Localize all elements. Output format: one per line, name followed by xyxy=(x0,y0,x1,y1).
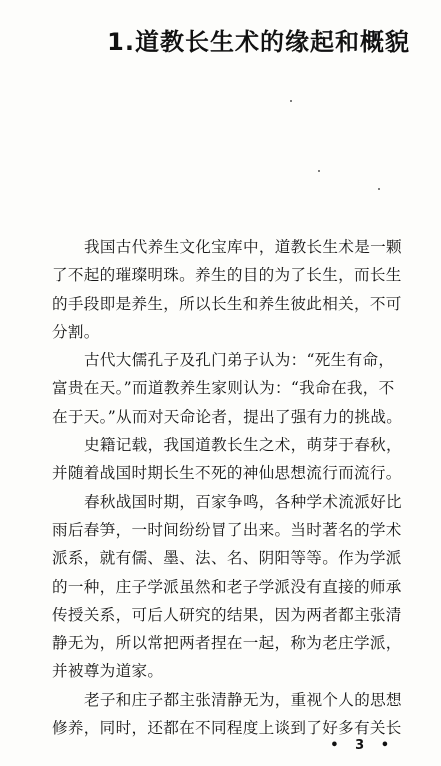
text-line: 古代大儒孔子及孔门弟子认为：“死生有命， xyxy=(84,351,395,370)
paragraph-4 xyxy=(52,488,412,686)
text-line: 静无为，所以常把两者捏在一起，称为老庄学派， xyxy=(52,634,402,653)
text-line: 老子和庄子都主张清静无为，重视个人的思想 xyxy=(84,690,402,709)
text-line: 传授关系，可后人研究的结果，因为两者都主张清 xyxy=(52,605,402,624)
text-line: 并被尊为道家。 xyxy=(52,662,164,681)
text-line: 春秋战国时期，百家争鸣，各种学术流派好比 xyxy=(84,492,402,511)
text-line: 的一种，庄子学派虽然和老子学派没有直接的师承 xyxy=(52,577,402,596)
paragraph-1 xyxy=(52,233,412,346)
paragraph-3 xyxy=(52,431,412,488)
chapter-title: 1.道教长生术的缘起和概貌 xyxy=(107,28,410,56)
text-line: 在于天。”从而对天命论者，提出了强有力的挑战。 xyxy=(52,407,403,426)
text-line: 派系，就有儒、墨、法、名、阴阳等等。作为学派 xyxy=(52,549,402,568)
paragraph-5 xyxy=(52,686,412,743)
text-line: 我国古代养生文化宝库中，道教长生术是一颗 xyxy=(84,238,402,256)
page-number: • 3 • xyxy=(330,738,395,753)
text-line: 富贵在天。”而道教养生家则认为：“我命在我，不 xyxy=(52,379,395,398)
text-line: 了不起的璀璨明珠。养生的目的为了长生，而长生 xyxy=(52,266,402,285)
text-line: 修养，同时，还都在不同程度上谈到了好多有关长 xyxy=(52,719,402,738)
body-text xyxy=(52,233,412,742)
scan-speck xyxy=(290,100,292,102)
scan-speck xyxy=(378,188,380,190)
text-line: 史籍记载，我国道教长生之术，萌芽于春秋， xyxy=(84,436,402,455)
text-line: 分割。 xyxy=(52,322,100,341)
text-line: 雨后春笋，一时间纷纷冒了出来。当时著名的学术 xyxy=(52,520,402,539)
text-line: 并随着战国时期长生不死的神仙思想流行而流行。 xyxy=(52,464,402,483)
text-line: 的手段即是养生，所以长生和养生彼此相关，不可 xyxy=(52,294,402,313)
scan-speck xyxy=(318,170,320,172)
paragraph-2 xyxy=(52,346,412,431)
